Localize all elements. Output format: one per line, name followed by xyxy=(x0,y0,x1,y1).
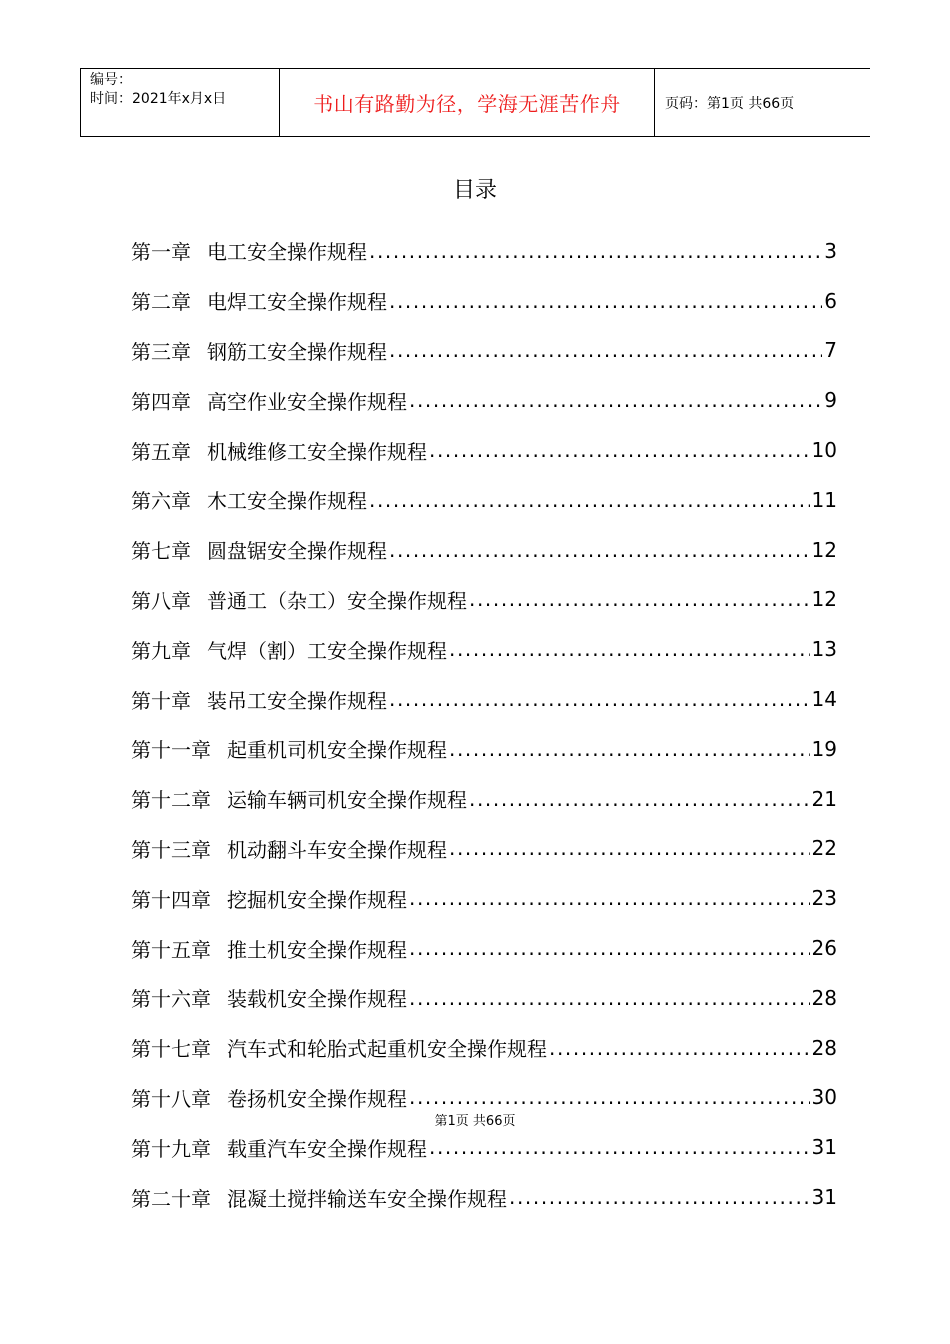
header-meta-cell xyxy=(80,69,280,136)
toc-title: 圆盘锯安全操作规程 xyxy=(207,539,387,564)
toc-chapter: 第二十章 xyxy=(131,1186,211,1211)
toc-leader xyxy=(389,289,822,313)
toc-chapter: 第四章 xyxy=(131,389,191,414)
toc-entry[interactable] xyxy=(131,873,837,923)
toc-leader xyxy=(509,1185,810,1209)
toc-leader xyxy=(449,737,810,761)
toc-title: 混凝土搅拌输送车安全操作规程 xyxy=(227,1186,507,1211)
toc-page: 3 xyxy=(824,238,837,263)
toc-title: 机械维修工安全操作规程 xyxy=(207,439,427,464)
document-number-label: 编号： xyxy=(90,72,132,88)
toc-title: 起重机司机安全操作规程 xyxy=(227,738,447,763)
toc-page: 6 xyxy=(824,288,837,313)
toc-title: 卷扬机安全操作规程 xyxy=(227,1086,407,1111)
toc-leader xyxy=(409,936,810,960)
toc-leader xyxy=(389,687,810,711)
toc-entry[interactable] xyxy=(131,1023,837,1073)
toc-entry[interactable] xyxy=(131,525,837,575)
toc-page: 21 xyxy=(811,786,837,811)
toc-page: 30 xyxy=(811,1085,837,1110)
toc-page: 26 xyxy=(811,936,837,961)
toc-entry[interactable] xyxy=(131,923,837,973)
toc-title: 高空作业安全操作规程 xyxy=(207,389,407,414)
toc-chapter: 第十八章 xyxy=(131,1086,211,1111)
toc-leader xyxy=(409,388,822,412)
toc-page: 31 xyxy=(811,1185,837,1210)
toc-leader xyxy=(549,1036,810,1060)
toc-title: 挖掘机安全操作规程 xyxy=(227,887,407,912)
toc-chapter: 第一章 xyxy=(131,240,191,265)
toc-title: 装载机安全操作规程 xyxy=(227,987,407,1012)
toc-entry[interactable] xyxy=(131,824,837,874)
toc-page: 10 xyxy=(811,438,837,463)
toc-leader xyxy=(449,637,810,661)
toc-leader xyxy=(369,239,822,263)
toc-entry[interactable] xyxy=(131,724,837,774)
toc-title: 普通工（杂工）安全操作规程 xyxy=(207,588,467,613)
toc-chapter: 第十二章 xyxy=(131,788,211,813)
toc-chapter: 第五章 xyxy=(131,439,191,464)
toc-title: 钢筋工安全操作规程 xyxy=(207,339,387,364)
toc-leader xyxy=(389,338,822,362)
toc-page: 9 xyxy=(824,388,837,413)
toc-chapter: 第十七章 xyxy=(131,1037,211,1062)
toc-title: 推土机安全操作规程 xyxy=(227,937,407,962)
toc-chapter: 第九章 xyxy=(131,638,191,663)
toc-page: 7 xyxy=(824,338,837,363)
toc-leader xyxy=(429,1135,810,1159)
toc-entry[interactable] xyxy=(131,575,837,625)
toc-title: 木工安全操作规程 xyxy=(207,489,367,514)
toc-leader xyxy=(369,488,810,512)
toc-entry[interactable] xyxy=(131,276,837,326)
page-title: 目录 xyxy=(452,178,497,203)
toc-leader xyxy=(469,587,810,611)
toc-entry[interactable] xyxy=(131,425,837,475)
toc-chapter: 第十四章 xyxy=(131,887,211,912)
toc-title: 装吊工安全操作规程 xyxy=(207,688,387,713)
toc-page: 19 xyxy=(811,736,837,761)
toc-title: 载重汽车安全操作规程 xyxy=(227,1136,427,1161)
toc-entry[interactable] xyxy=(131,674,837,724)
toc-entry[interactable] xyxy=(131,475,837,525)
toc-chapter: 第十九章 xyxy=(131,1136,211,1161)
toc-entry[interactable] xyxy=(131,973,837,1023)
toc-page: 12 xyxy=(811,537,837,562)
page-footer: 第1页 共66页 xyxy=(434,1114,516,1129)
toc-page: 11 xyxy=(811,487,837,512)
toc-leader xyxy=(409,886,810,910)
toc-page: 14 xyxy=(811,687,837,712)
toc-entry[interactable] xyxy=(131,326,837,376)
document-time-label: 时间：2021年x月x日 xyxy=(90,91,227,107)
toc-page: 12 xyxy=(811,587,837,612)
toc-leader xyxy=(409,986,810,1010)
toc-page: 22 xyxy=(811,836,837,861)
toc-chapter: 第七章 xyxy=(131,539,191,564)
toc-chapter: 第十五章 xyxy=(131,937,211,962)
toc-entry[interactable] xyxy=(131,774,837,824)
toc-title: 汽车式和轮胎式起重机安全操作规程 xyxy=(227,1037,547,1062)
toc-title: 运输车辆司机安全操作规程 xyxy=(227,788,467,813)
toc-page: 13 xyxy=(811,637,837,662)
toc-page: 23 xyxy=(811,886,837,911)
header-page-info: 页码：第1页 共66页 xyxy=(654,69,870,136)
toc-chapter: 第八章 xyxy=(131,588,191,613)
toc-chapter: 第十六章 xyxy=(131,987,211,1012)
toc-chapter: 第三章 xyxy=(131,339,191,364)
toc-entry[interactable] xyxy=(131,1172,837,1222)
toc-leader xyxy=(429,438,810,462)
toc-entry[interactable] xyxy=(131,624,837,674)
header-motto: 书山有路勤为径，学海无涯苦作舟 xyxy=(313,92,621,116)
table-of-contents xyxy=(131,226,837,1222)
toc-title: 电工安全操作规程 xyxy=(207,240,367,265)
toc-leader xyxy=(409,1085,810,1109)
toc-title: 气焊（割）工安全操作规程 xyxy=(207,638,447,663)
toc-leader xyxy=(389,538,810,562)
toc-chapter: 第十章 xyxy=(131,688,191,713)
toc-chapter: 第六章 xyxy=(131,489,191,514)
toc-entry[interactable] xyxy=(131,375,837,425)
toc-title: 电焊工安全操作规程 xyxy=(207,290,387,315)
toc-page: 31 xyxy=(811,1135,837,1160)
toc-chapter: 第十一章 xyxy=(131,738,211,763)
toc-leader xyxy=(449,836,810,860)
toc-title: 机动翻斗车安全操作规程 xyxy=(227,837,447,862)
toc-leader xyxy=(469,787,810,811)
toc-chapter: 第二章 xyxy=(131,290,191,315)
toc-page: 28 xyxy=(811,1035,837,1060)
page-header xyxy=(80,68,870,137)
toc-entry[interactable] xyxy=(131,226,837,276)
toc-page: 28 xyxy=(811,985,837,1010)
toc-chapter: 第十三章 xyxy=(131,837,211,862)
